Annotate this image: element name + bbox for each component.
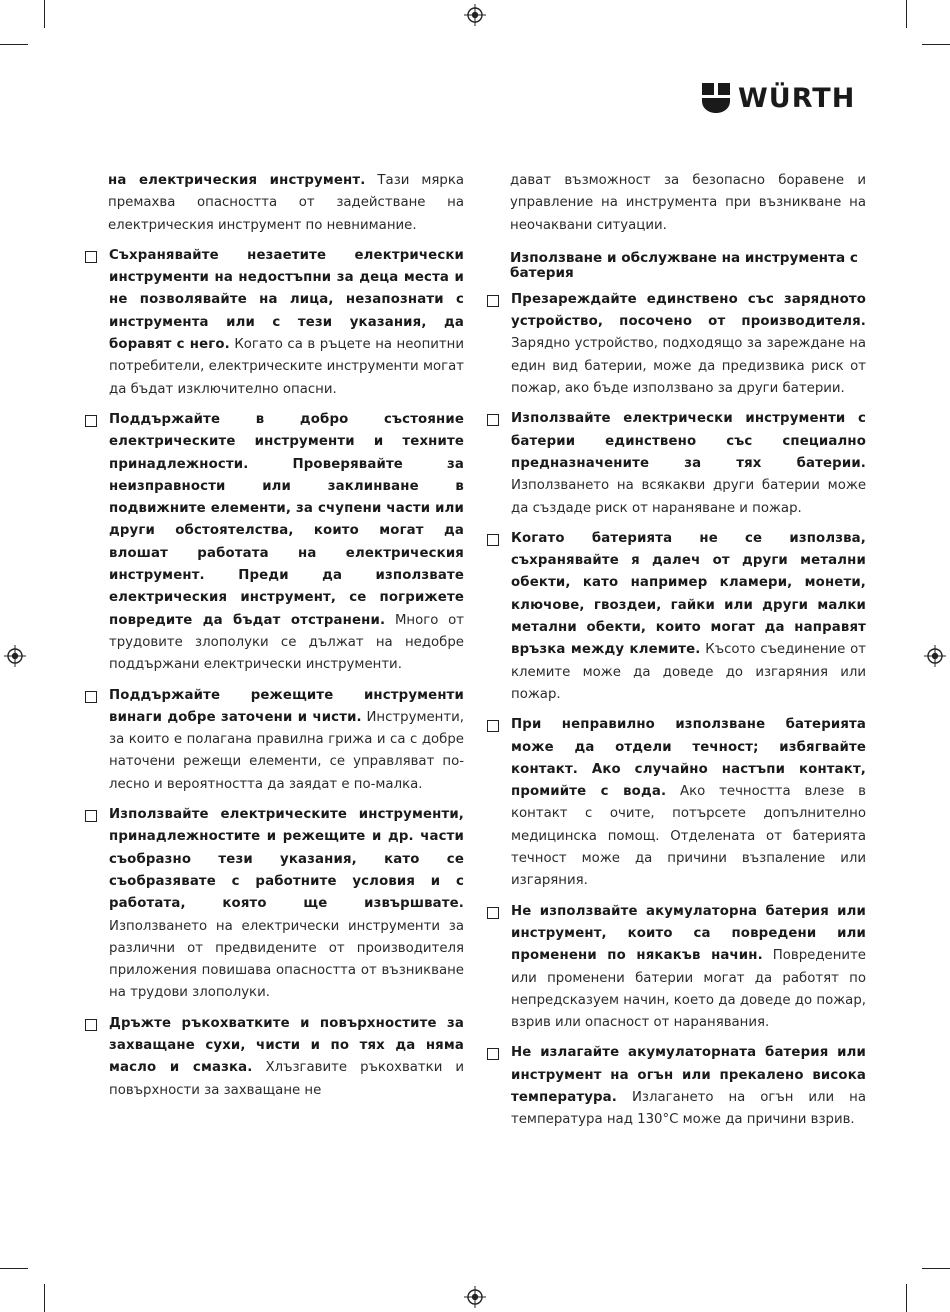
checkbox-icon — [85, 810, 97, 822]
list-item — [84, 685, 464, 796]
wurth-logo-text: WÜRTH — [738, 82, 856, 114]
list-item — [84, 409, 464, 677]
crop-mark-top-left-h — [0, 44, 28, 45]
list-item-bold-text: Използвайте електрически инструменти с батерии единствено със специално предназначените за тях батерии. — [511, 411, 866, 471]
list-item-bold-text: Поддържайте режещите инструменти винаги добре заточени и чисти. — [109, 687, 464, 725]
continuation-paragraph — [486, 170, 866, 237]
list-item-text — [109, 685, 464, 796]
list-item-normal-text: Използването на електрически инструменти за различни от предвидените от производителя приложения повишава опасността от възникване на трудови злополуки. — [109, 918, 464, 1001]
checkbox-icon — [487, 534, 499, 546]
crop-mark-bottom-left — [44, 1284, 45, 1312]
list-item — [486, 289, 866, 400]
list-item-normal-text: Излагането на огън или на температура над 130°C може да причини взрив. — [511, 1089, 866, 1128]
crop-mark-bottom-right — [906, 1284, 907, 1312]
section-heading: Използване и обслужване на инструмента с батерия — [510, 249, 858, 281]
list-item-normal-text: Късото съединение от клемите може да доведе до изгаряния или пожар. — [511, 642, 867, 702]
list-item-normal-text: Много от трудовите злополуки се дължат на недобре поддържани електрически инструменти. — [109, 612, 465, 673]
list-item — [486, 714, 866, 892]
list-item-normal-text: Използването на всякакви други батерии може да създаде риск от нараняване и пожар. — [511, 478, 866, 516]
list-item-bold-text: Не излагайте акумулаторната батерия или инструмент на огън или прекалено висока температура. — [511, 1045, 866, 1105]
list-item-normal-text: Когато са в ръцете на неопитни потребители, електрическите инструменти могат да бъдат изключително опасни. — [109, 337, 464, 397]
crop-mark-top-right — [906, 0, 907, 28]
registration-mark-left-icon — [4, 645, 26, 667]
list-item-bold-text: Използвайте електрическите инструменти, принадлежностите и режещите и др. части съобразно тези указания, като се съобразявате с работните условия и с работата, която ще извършвате. — [109, 807, 464, 912]
list-item-bold-text: Дръжте ръкохватките и повърхностите за захващане сухи, чисти и по тях да няма масло и смазка. — [109, 1015, 464, 1076]
list-item-bold-text: Когато батерията не се използва, съхранявайте я далеч от други метални обекти, като например кламери, монети, ключове, гвоздеи, гайки или други малки метални обекти, които могат да направят връзка между клемите. — [511, 530, 866, 658]
checkbox-icon — [487, 1048, 499, 1060]
list-item — [84, 1013, 464, 1102]
registration-mark-top-icon — [464, 4, 486, 26]
crop-mark-top-right-h — [922, 44, 950, 45]
list-item-normal-text: Инструменти, за които е полагана правилна грижа и са с добре наточени режещи елементи, се управляват по-лесно и вероятността да заядат е по-малка. — [109, 709, 464, 792]
list-item — [486, 528, 866, 706]
left-column — [84, 170, 464, 1102]
list-item-text — [511, 714, 866, 892]
continuation-text: Тази мярка премахва опасността от задействане на електрическия инструмент по невнимание. — [108, 173, 465, 233]
list-item-text — [109, 409, 464, 677]
list-item-normal-text: Ако течността влезе в контакт с очите, потърсете допълнително медицинска помощ. Отделената от батерията течност може да причини възпаление или изгаряния. — [511, 784, 867, 889]
list-item-normal-text: Хлъзгавите ръкохватки и повърхности за захващане не — [109, 1060, 464, 1098]
list-item-text — [511, 901, 866, 1035]
list-item-normal-text: Повредените или променени батерии могат да работят по непредсказуем начин, което да доведе до пожар, взрив или опасност от наранявания. — [511, 948, 866, 1031]
list-item-text — [511, 408, 866, 519]
continuation-paragraph — [84, 170, 464, 237]
list-item-bold-text: Поддържайте в добро състояние електрическите инструменти и техните принадлежности. Проверявайте за неизправности или заклинване в подвижните елементи, за счупени части или други обстоятелства, които могат да влошат работата на електрическия инструмент. Преди да използвате електрическия инструмент, се погрижете повредите да бъдат отстранени. — [109, 411, 464, 628]
list-item-text — [109, 245, 464, 401]
list-item-bold-text: Не използвайте акумулаторна батерия или инструмент, които са повредени или променени по някакъв начин. — [511, 903, 866, 964]
list-item-bold-text: При неправилно използване батерията може да отдели течност; избягвайте контакт. Ако случайно настъпи контакт, промийте с вода. — [511, 717, 866, 800]
right-column — [486, 170, 866, 1132]
wurth-logo — [700, 80, 870, 116]
continuation-bold-text: на електрическия инструмент. — [108, 173, 366, 188]
list-item-text — [511, 289, 866, 400]
checkbox-icon — [487, 907, 499, 919]
crop-mark-bottom-right-h — [922, 1268, 950, 1269]
checkbox-icon — [85, 1019, 97, 1031]
list-item — [486, 408, 866, 519]
registration-mark-bottom-icon — [464, 1286, 486, 1308]
checkbox-icon — [85, 415, 97, 427]
list-item-text — [511, 528, 866, 706]
list-item-bold-text: Съхранявайте незаетите електрически инструменти на недостъпни за деца места и не позволявайте на лица, незапознати с инструмента или с тези указания, да боравят с него. — [109, 247, 464, 353]
wurth-logo-mark-icon — [700, 81, 732, 115]
checkbox-icon — [487, 295, 499, 307]
checkbox-icon — [85, 251, 97, 263]
checkbox-icon — [487, 414, 499, 426]
list-item-normal-text: Зарядно устройство, подходящо за зареждане на един вид батерии, може да предизвика риск от пожар, ако бъде използвано за други батерии. — [511, 336, 866, 397]
list-item-bold-text: Презареждайте единствено със зарядното устройство, посочено от производителя. — [511, 291, 866, 330]
crop-mark-top-left — [44, 0, 45, 28]
list-item-text — [109, 1013, 464, 1102]
checkbox-icon — [85, 691, 97, 703]
list-item — [84, 804, 464, 1005]
list-item — [486, 1042, 866, 1131]
crop-mark-bottom-left-h — [0, 1268, 28, 1269]
list-item — [84, 245, 464, 401]
list-item — [486, 901, 866, 1035]
list-item-text — [511, 1042, 866, 1131]
list-item-text — [109, 804, 464, 1005]
checkbox-icon — [487, 720, 499, 732]
continuation-text: дават възможност за безопасно боравене и управление на инструмента при възникване на неочаквани ситуации. — [510, 173, 866, 233]
registration-mark-right-icon — [924, 645, 946, 667]
